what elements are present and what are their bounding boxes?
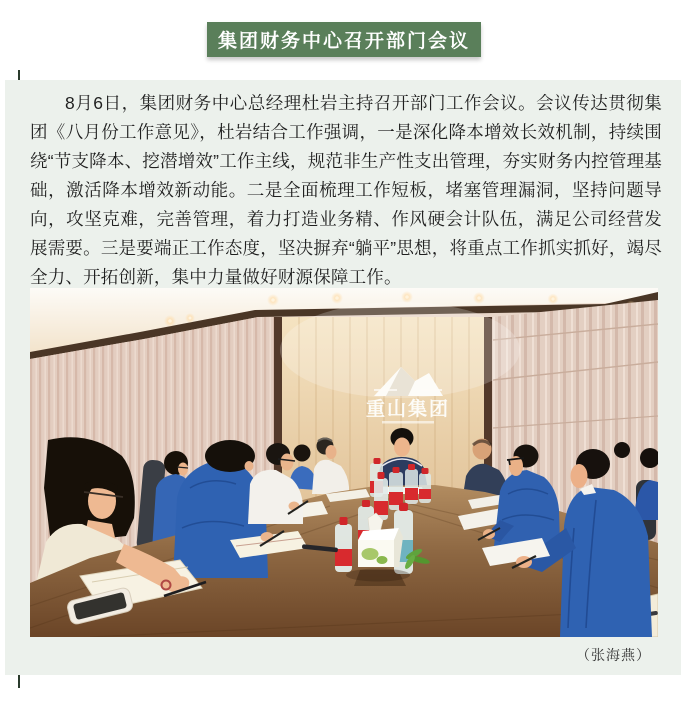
article-paragraph: 8月6日，集团财务中心总经理杜岩主持召开部门工作会议。会议传达贯彻集团《八月份工作意见》，杜岩结合工作强调，一是深化降本增效长效机制，持续围绕“节支降本、挖潜增效”工作主线，规范非生产性支出管理，夯实财务内控管理基础，激活降本增效新动能。二是全面梳理工作短板，堵塞管理漏洞，坚持问题导向，攻坚克难，完善管理，着力打造业务精、作风硬会计队伍，满足公司经营发展需要。三是要端正工作态度，坚决摒弃“躺平”思想，将重点工作抓实抓好，竭尽全力、开拓创新，集中力量做好财源保障工作。 (30, 93, 662, 287)
water-bottle (335, 517, 352, 572)
article-card (5, 80, 681, 675)
logo-subtext-line (382, 421, 434, 424)
article-title-banner (207, 22, 481, 57)
logo-text: 重山集团 (365, 399, 451, 420)
article-title: 集团财务中心召开部门会议 (217, 31, 470, 52)
meeting-room-scene (30, 288, 658, 637)
meeting-photo (30, 288, 658, 637)
photo-credit: （张海燕） (576, 647, 651, 663)
water-bottle (405, 464, 418, 504)
